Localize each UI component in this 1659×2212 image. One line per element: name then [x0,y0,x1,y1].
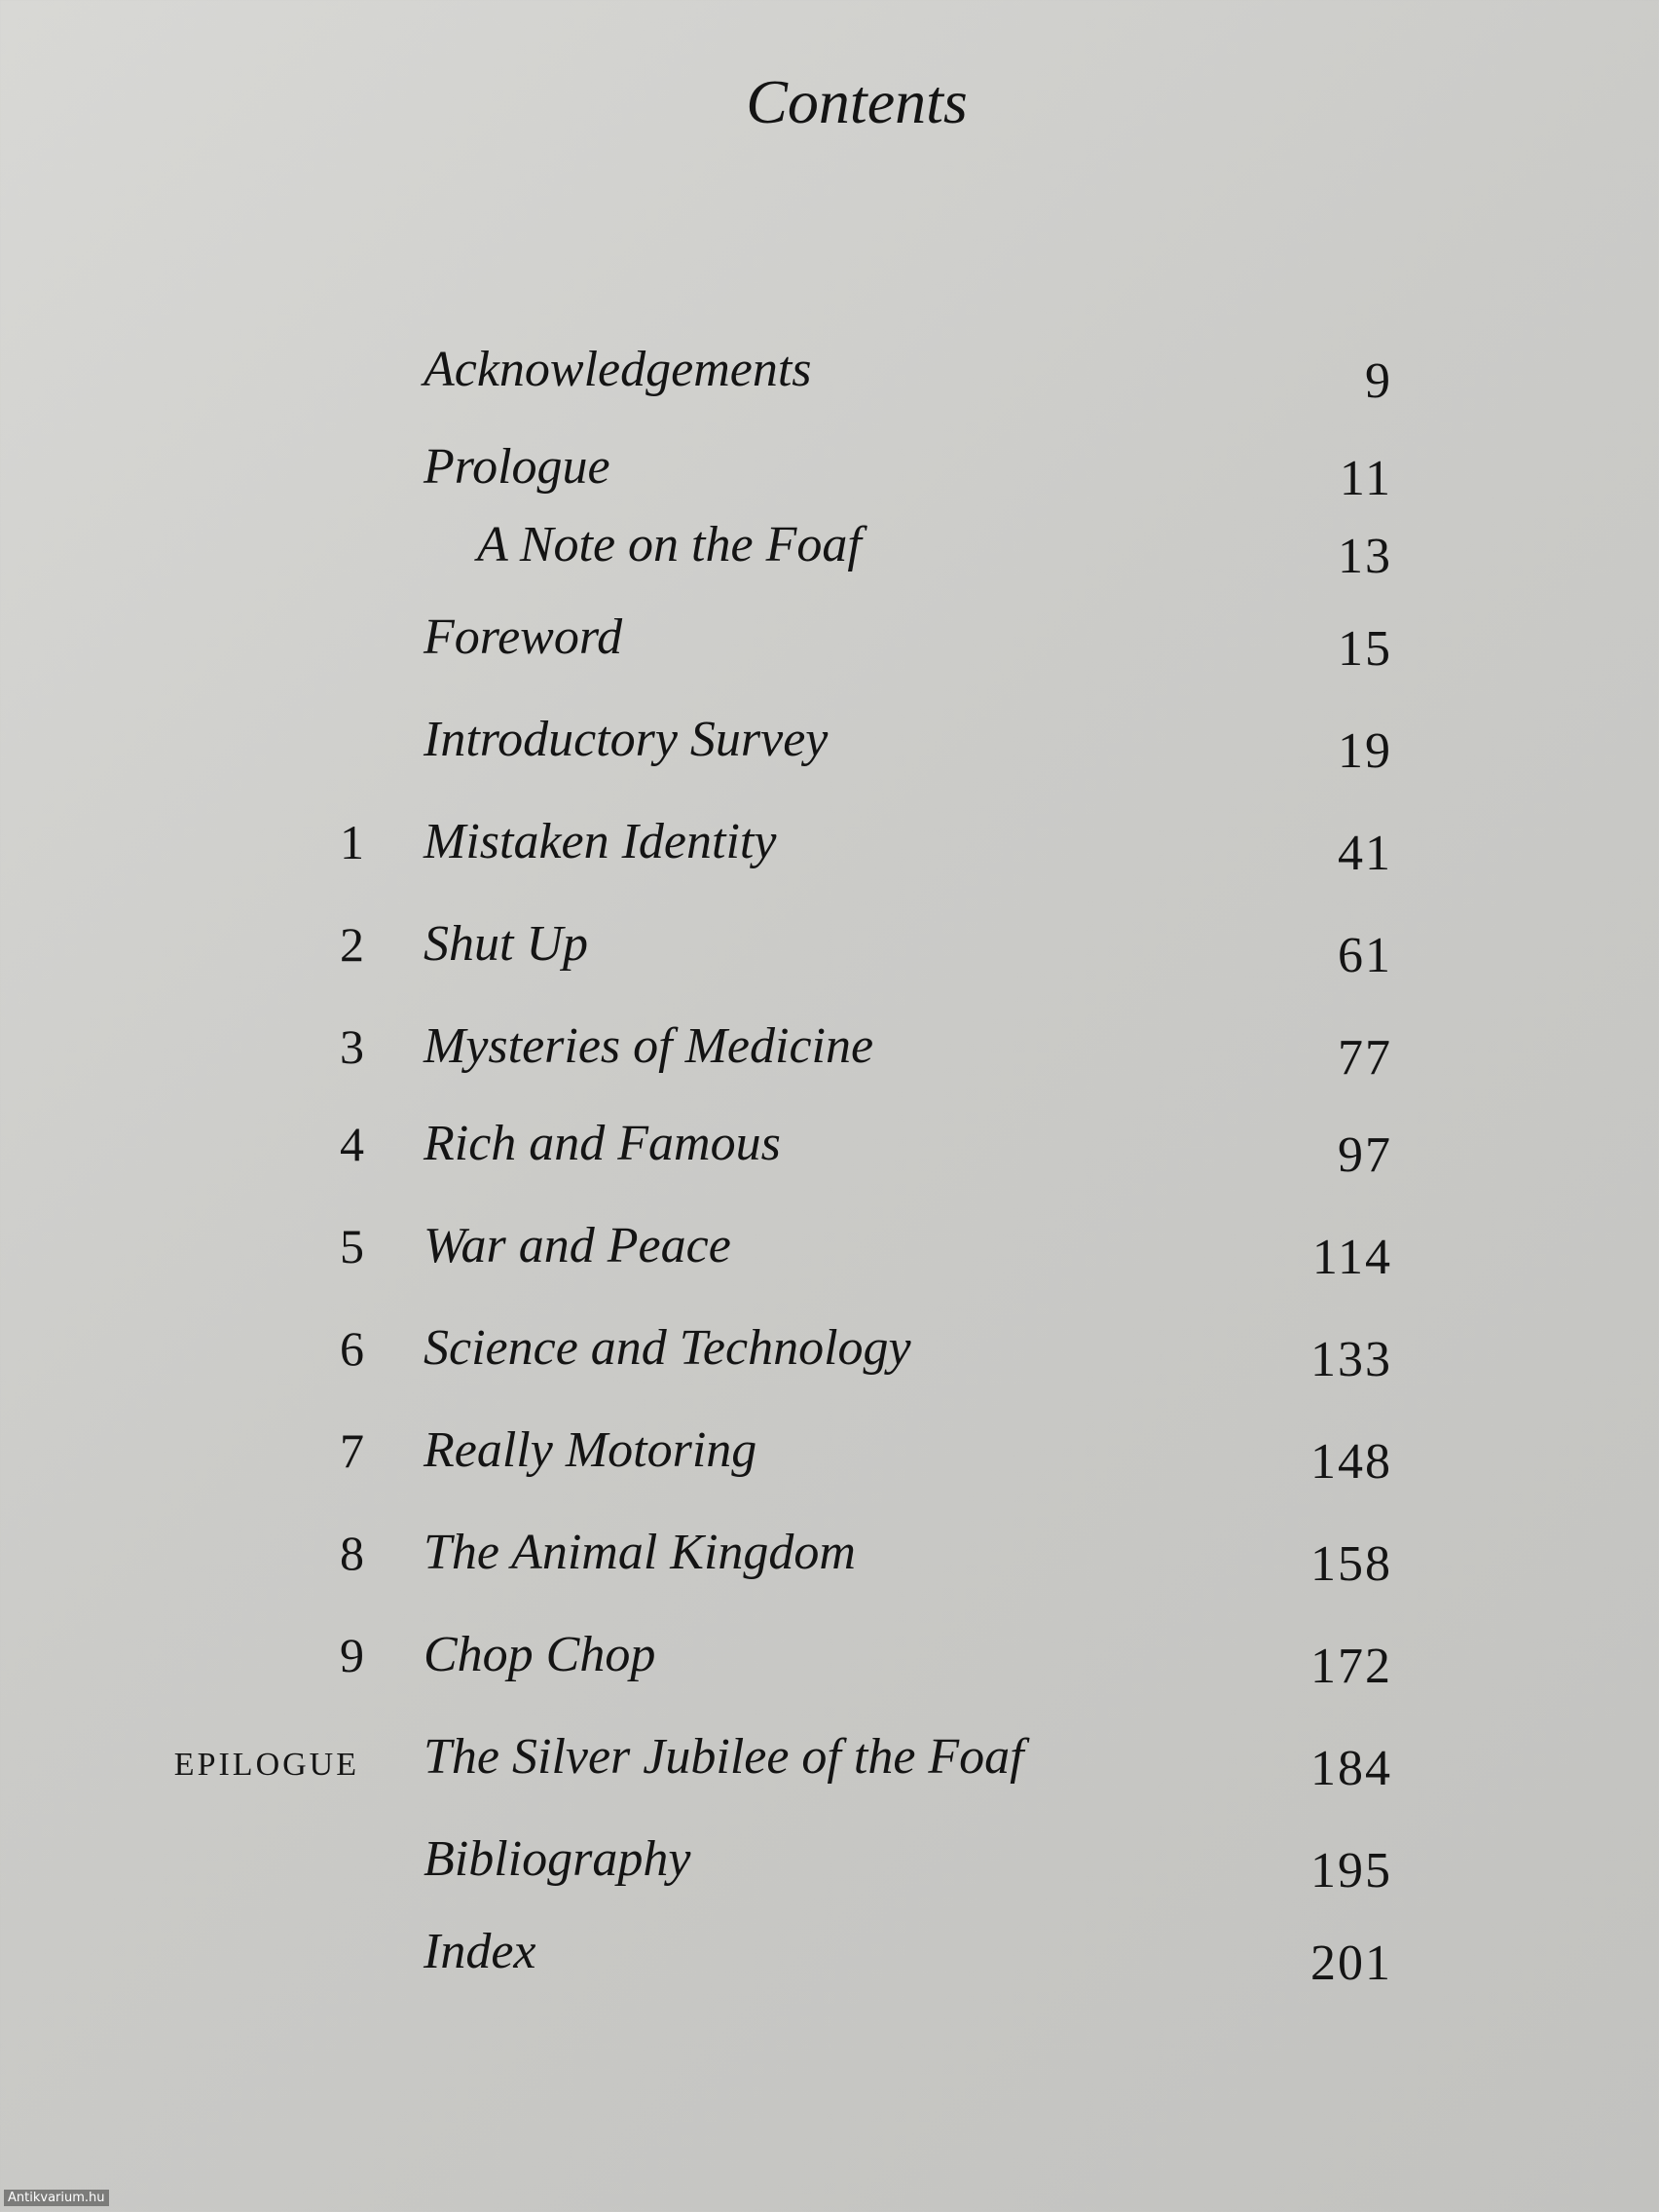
entry-title: Index [424,1924,536,1979]
watermark: Antikvarium.hu [4,2190,109,2206]
entry-title: A Note on the Foaf [477,517,862,572]
toc-entry [0,1723,1659,1801]
toc-entry [0,1825,1659,1903]
chapter-number: 6 [340,1321,364,1376]
page-number: 172 [1310,1639,1392,1694]
page-number: 77 [1338,1030,1392,1086]
toc-entry [0,511,1659,589]
toc-entry [0,1621,1659,1699]
chapter-number: 5 [340,1219,364,1273]
entry-title: Introductory Survey [424,712,829,767]
entry-title: Really Motoring [424,1422,757,1478]
entry-title: War and Peace [424,1218,731,1273]
toc-entry [0,1110,1659,1188]
toc-entry [0,1314,1659,1392]
entry-title: Mistaken Identity [424,814,777,869]
page-number: 184 [1310,1741,1392,1796]
chapter-number: EPILOGUE [173,1747,359,1783]
toc-entry [0,604,1659,682]
page-number: 11 [1339,451,1392,506]
toc-entry [0,433,1659,511]
toc-entry [0,1417,1659,1494]
toc-entry [0,1519,1659,1597]
toc-entry [0,808,1659,886]
chapter-number: 8 [340,1526,364,1580]
page-title: Contents [746,67,968,136]
toc-entry [0,1013,1659,1090]
page-number: 9 [1365,353,1392,409]
page-number: 97 [1338,1127,1392,1183]
page-number: 15 [1338,621,1392,677]
page-number: 148 [1310,1434,1392,1490]
chapter-number: 9 [340,1628,364,1682]
page-number: 61 [1338,928,1392,983]
toc-entry [0,706,1659,784]
entry-title: Foreword [424,609,623,665]
page-number: 201 [1310,1936,1392,1991]
page-number: 158 [1310,1536,1392,1592]
chapter-number: 1 [340,815,364,869]
page-number: 133 [1310,1332,1392,1387]
chapter-number: 3 [340,1019,364,1074]
page-number: 41 [1338,826,1392,881]
page-number: 19 [1338,723,1392,779]
entry-title: The Animal Kingdom [424,1525,856,1580]
chapter-number: 7 [340,1423,364,1478]
chapter-number: 4 [340,1117,364,1171]
toc-entry [0,1918,1659,1996]
entry-title: Mysteries of Medicine [424,1018,874,1074]
entry-title: Chop Chop [424,1627,656,1682]
entry-title: The Silver Jubilee of the Foaf [424,1729,1024,1785]
entry-title: Rich and Famous [424,1116,781,1171]
toc-entry [0,1212,1659,1290]
chapter-number: 2 [340,917,364,972]
toc-entry [0,910,1659,988]
page-number: 114 [1311,1230,1392,1285]
entry-title: Bibliography [424,1831,691,1887]
entry-title: Science and Technology [424,1320,911,1376]
entry-title: Shut Up [424,916,588,972]
toc-entry [0,336,1659,414]
entry-title: Prologue [424,439,610,495]
entry-title: Acknowledgements [424,342,812,397]
page-number: 195 [1310,1843,1392,1899]
page-number: 13 [1338,529,1392,584]
